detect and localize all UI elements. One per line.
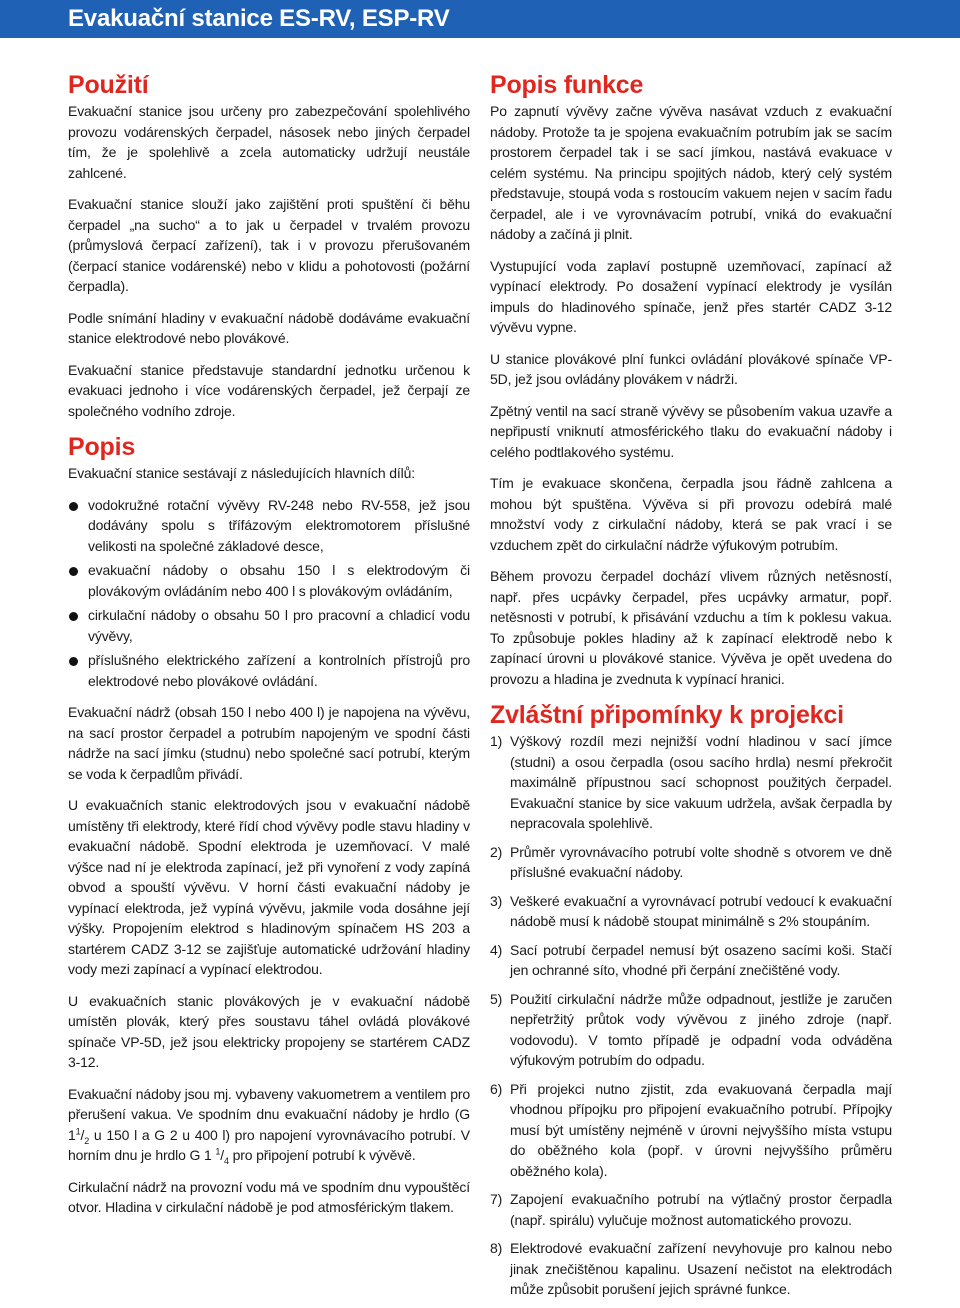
- right-column: [490, 70, 892, 1308]
- heading-popis-funkce: Popis funkce: [490, 71, 644, 99]
- list-item-text: Při projekci nutno zjistit, zda evakuovaná čerpadla mají vhodnou přípojku pro připojení evakuačního potrubí. Přípojky musí být umístěny nejméně v úrovni nejvyššího místa vstupu do oběžného kola (popř. v úrovni nejvyššího průměru oběžného kola).: [510, 1080, 892, 1179]
- list-item: [490, 989, 892, 1071]
- paragraph: Tím je evakuace skončena, čerpadla jsou řádně zahlcena a mohou být spuštěna. Vývěva si při provozu odebírá malé množství vody z cirkulační nádoby, která se pak vrací i se vzduchem zpět do cirkulační nádrže výfukovým potrubím.: [490, 475, 892, 553]
- paragraph: Evakuační stanice jsou určeny pro zabezpečování spolehlivého provozu vodárenských čerpadel, násosek nebo jiných čerpadel tím, že je spolehlivě a zcela automaticky udržují neustále zahlcené.: [68, 103, 470, 181]
- fraction-slash: /: [80, 1126, 85, 1143]
- list-item: [490, 891, 892, 932]
- paragraph: Zpětný ventil na sací straně vývěvy se působením vakua uzavře a nepřipustí vniknutí atmosférického tlaku do evakuační nádoby i celého podtlakového systému.: [490, 402, 892, 460]
- fraction-slash: /: [220, 1147, 224, 1163]
- fraction-denominator: 4: [223, 1155, 229, 1166]
- paragraph: Evakuační stanice představuje standardní jednotku určenou k evakuaci jednoho i více vodárenských čerpadel, jež čerpají ze společného vodního zdroje.: [68, 361, 470, 419]
- list-item: [490, 842, 892, 883]
- paragraph: Po zapnutí vývěvy začne vývěva nasávat vzduch z evakuační nádoby. Protože ta je spojena evakuačním potrubím jak se sacím prostorem čerpadel tak i se sací jímkou, nastává evakuace v celém systému. Na principu spojitých nádob, který celý systém představuje, stoupá voda s rostoucím vakuem nejen v sacím řadu čerpadel, ale i ve vyrovnávacím potrubí, vniká do evakuační nádoby a začíná ji plnit.: [490, 103, 892, 242]
- list-number: 8): [490, 1240, 503, 1256]
- paragraph: Během provozu čerpadel dochází vlivem různých netěsností, např. přes ucpávky čerpadel, přes ucpávky armatur, popř. netěsnosti v potrubí, k přisávání vzduchu a tím k poklesu vakua. To způsobuje pokles hladiny až k zapínací elektrodě nebo k zapínací úrovni u plovákové stanice. Vývěva je opět uvedena do provozu a hladina je zvednuta k vypínací hranici.: [490, 568, 892, 687]
- remarks-list: [490, 731, 892, 1300]
- list-item-text: Výškový rozdíl mezi nejnižší vodní hladinou v sací jímce (studni) a osou čerpadla (osou sacího hrdla) nesmí překročit maximálně přípustnou sací schopnost použitých čerpadel. Evakuační stanice by sice vakuum udržela, avšak čerpadla by nepracovala spolehlivě.: [510, 733, 892, 831]
- list-item-text: cirkulační nádoby o obsahu 50 l pro pracovní a chladicí vodu vývěvy,: [88, 607, 470, 644]
- left-column: [68, 70, 470, 1229]
- fraction-numerator: 1: [215, 1146, 221, 1157]
- paragraph: Evakuační nádrž (obsah 150 l nebo 400 l) je napojena na vývěvu, na sací prostor čerpadel a potrubím napojeným ve spodní části nádrže na sací jímku (studnu) nebo společné sací potrubí, kterým se voda k čerpadlům přivádí.: [68, 704, 470, 782]
- bullet-icon: [69, 567, 78, 576]
- text-run: u 150 l a G 2 u 400 l) pro napojení vyrovnávacího potrubí. V horním dnu je hrdlo G 1: [68, 1126, 470, 1163]
- list-item-text: Zapojení evakuačního potrubí na výtlačný prostor čerpadla (např. spirálu) vylučuje možnost automatického provozu.: [510, 1191, 892, 1228]
- paragraph: Evakuační stanice slouží jako zajištění proti spuštění či běhu čerpadel „na sucho“ a to jak u čerpadel v trvalém provozu (průmyslová čerpací zařízení), tak i v provozu přerušovaném (čerpací stanice vodárenské) nebo v klidu a pohotovosti (požární čerpadla).: [68, 196, 470, 294]
- list-item: [68, 495, 470, 557]
- list-item-text: Elektrodové evakuační zařízení nevyhovuje pro kalnou nebo jinak znečištěnou kapalinu. Usazení nečistot na elektrodách může způsobit porušení jejich správné funkce.: [510, 1240, 892, 1297]
- bullet-icon: [69, 612, 78, 621]
- bullet-icon: [69, 502, 78, 511]
- heading-zvlastni-pripominky: Zvláštní připomínky k projekci: [490, 701, 844, 729]
- list-item: [490, 731, 892, 834]
- list-number: 1): [490, 733, 503, 749]
- list-item: [490, 1238, 892, 1300]
- list-item-text: Veškeré evakuační a vyrovnávací potrubí vedoucí k evakuační nádobě musí k nádobě stoupat minimálně s 2% stoupáním.: [510, 892, 892, 929]
- list-number: 2): [490, 843, 503, 860]
- list-item: [490, 1189, 892, 1230]
- list-item-text: Použití cirkulační nádrže může odpadnout, jestliže je zaručen nepřetržitý průtok vody vývěvou z jiného zdroje (např. vodovodu). V tomto případě je odpadní voda odváděna výfukovým potrubím do odpadu.: [510, 990, 892, 1068]
- list-number: 5): [490, 990, 503, 1007]
- heading-pouziti: Použití: [68, 71, 149, 99]
- paragraph: U evakuačních stanic elektrodových jsou v evakuační nádobě umístěny tři elektrody, které řídí chod vývěvy podle stavu hladiny v evakuační nádobě. Spodní elektroda je uzemňovací. V malé výšce nad ní je elektroda zapínací, jež při vynoření z vody zapíná obvod a spouští vývěvu. V horní části evakuační nádoby je vypínací elektroda, jež vypíná vývěvu, jakmile voda dosáhne její výšky. Propojením elektrod s hladinovým spínačem HS 203 a startérem CADZ 3-12 se zajišťuje automatické udržování hladiny vody mezi zapínací a vypínací elektrodou.: [68, 797, 470, 977]
- list-item: [68, 605, 470, 646]
- list-item-text: příslušného elektrického zařízení a kontrolních přístrojů pro elektrodové nebo plovákové ovládání.: [88, 652, 470, 689]
- list-item-text: evakuační nádoby o obsahu 150 l s elektrodovým či plovákovým ovládáním nebo 400 l s plovákovým ovládáním,: [88, 562, 470, 599]
- parts-list: [68, 495, 470, 692]
- list-number: 7): [490, 1191, 503, 1207]
- list-item-text: Průměr vyrovnávacího potrubí volte shodně s otvorem ve dně příslušné evakuační nádoby.: [510, 843, 892, 880]
- list-item: [68, 650, 470, 691]
- paragraph: U stanice plovákové plní funkci ovládání plovákové spínače VP-5D, jež jsou ovládány plovákem v nádrži.: [490, 350, 892, 387]
- list-item: [68, 560, 470, 601]
- fraction-denominator: 2: [84, 1135, 90, 1146]
- heading-popis: Popis: [68, 433, 136, 461]
- paragraph: U evakuačních stanic plovákových je v evakuační nádobě umístěn plovák, který přes soustavu táhel ovládá plovákové spínače VP-5D, jež jsou elektricky propojeny se startérem CADZ 3-12.: [68, 992, 470, 1070]
- list-number: 3): [490, 892, 503, 909]
- text-run: pro připojení potrubí k vývěvě.: [228, 1147, 416, 1163]
- text-run: Evakuační nádoby jsou mj. vybaveny vakuometrem a ventilem pro přerušení vakua. Ve spodním dnu evakuační nádoby je hrdlo (G 1: [68, 1085, 470, 1143]
- list-item: [490, 940, 892, 981]
- list-item-text: Sací potrubí čerpadel nemusí být osazeno sacími koši. Stačí jen ochranné síto, vhodné při čerpání znečištěné vody.: [510, 941, 892, 978]
- list-item: [490, 1079, 892, 1182]
- paragraph: Podle snímání hladiny v evakuační nádobě dodáváme evakuační stanice elektrodové nebo plovákové.: [68, 309, 470, 346]
- list-number: 4): [490, 941, 503, 958]
- paragraph: Vystupující voda zaplaví postupně uzemňovací, zapínací až vypínací elektrody. Po dosažení vypínací elektrody je vysílán impuls do hladinového spínače, jenž přes startér CADZ 3-12 vývěvu vypne.: [490, 257, 892, 335]
- bullet-icon: [69, 657, 78, 666]
- paragraph: Evakuační stanice sestávají z následujících hlavních dílů:: [68, 465, 415, 481]
- paragraph: Cirkulační nádrž na provozní vodu má ve spodním dnu vypouštěcí otvor. Hladina v cirkulační nádobě je pod atmosférickým tlakem.: [68, 1178, 470, 1215]
- fraction-numerator: 1: [75, 1125, 81, 1136]
- list-item-text: vodokružné rotační vývěvy RV-248 nebo RV-558, jež jsou dodávány spolu s třífázovým elektromotorem příslušné velikosti na společné základové desce,: [88, 496, 470, 554]
- paragraph-hrdla: [68, 1084, 470, 1166]
- header-bar: [0, 0, 960, 38]
- list-number: 6): [490, 1080, 503, 1097]
- document-title: Evakuační stanice ES-RV, ESP-RV: [68, 5, 450, 32]
